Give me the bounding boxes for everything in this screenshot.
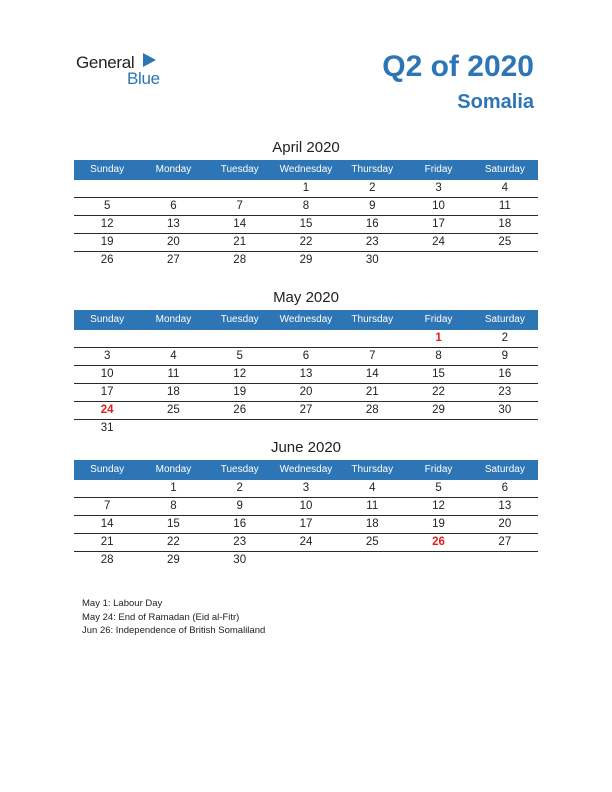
- day-cell: 17: [100, 386, 114, 398]
- day-cell: 17: [299, 518, 313, 530]
- day-cell: [140, 420, 206, 437]
- logo-blue-text: Blue: [127, 69, 160, 88]
- holiday-day-cell: 1: [435, 332, 442, 344]
- week-row: [74, 330, 538, 348]
- day-cell: 28: [365, 404, 379, 416]
- month-title: May 2020: [273, 289, 339, 306]
- day-cell: 15: [299, 218, 313, 230]
- day-cell: 21: [365, 386, 379, 398]
- day-cell: 1: [302, 182, 310, 194]
- weekday-header: Monday: [155, 464, 192, 475]
- holiday-notes: [82, 597, 265, 638]
- calendar-june: [74, 436, 538, 569]
- day-cell: 18: [167, 386, 180, 398]
- day-cell: 2: [236, 482, 243, 494]
- day-cell: [405, 252, 471, 269]
- day-cell: 26: [233, 404, 247, 416]
- day-cell: 15: [432, 368, 445, 380]
- weekday-header-row: [74, 310, 538, 330]
- day-cell: 20: [167, 236, 180, 248]
- weekday-header-row: [74, 460, 538, 480]
- holiday-day-cell: 26: [432, 536, 445, 548]
- day-cell: 30: [498, 404, 512, 416]
- day-cell: 9: [369, 200, 376, 212]
- day-cell: 24: [299, 536, 313, 548]
- day-cell: 11: [167, 368, 180, 380]
- weekday-header: Saturday: [484, 314, 525, 325]
- day-cell: [405, 552, 471, 569]
- day-cell: 5: [103, 200, 111, 212]
- day-cell: 9: [236, 500, 243, 512]
- day-cell: 20: [498, 518, 512, 530]
- week-row: [74, 402, 538, 420]
- day-cell: [405, 420, 471, 437]
- day-cell: [339, 552, 405, 569]
- week-row: [74, 480, 538, 498]
- day-cell: 21: [100, 536, 114, 548]
- day-cell: [74, 480, 140, 497]
- day-cell: 26: [100, 254, 114, 266]
- day-cell: 6: [170, 200, 177, 212]
- day-cell: 29: [299, 254, 313, 266]
- day-cell: [140, 330, 206, 347]
- day-cell: 10: [432, 200, 445, 212]
- day-cell: 6: [302, 350, 310, 362]
- day-cell: 29: [167, 554, 180, 566]
- day-cell: 1: [170, 482, 177, 494]
- day-cell: 13: [167, 218, 180, 230]
- day-cell: 16: [365, 218, 379, 230]
- day-cell: 22: [167, 536, 180, 548]
- day-cell: 19: [432, 518, 445, 530]
- page-title: Q2 of 2020: [382, 50, 534, 83]
- day-cell: 10: [299, 500, 313, 512]
- day-cell: 14: [365, 368, 379, 380]
- weekday-header: Thursday: [351, 464, 394, 475]
- day-cell: [339, 420, 405, 437]
- day-cell: [273, 330, 339, 347]
- day-cell: [140, 180, 206, 197]
- month-title: June 2020: [270, 439, 342, 456]
- day-cell: 31: [100, 422, 114, 434]
- weekday-header: Sunday: [90, 464, 125, 475]
- week-row: [74, 198, 538, 216]
- calendar-april: [74, 136, 538, 269]
- weekday-header: Tuesday: [220, 314, 259, 325]
- day-cell: 5: [435, 482, 442, 494]
- day-cell: 17: [432, 218, 445, 230]
- day-cell: [273, 552, 339, 569]
- day-cell: 5: [236, 350, 243, 362]
- weekday-header: Wednesday: [279, 164, 333, 175]
- day-cell: 14: [100, 518, 114, 530]
- holiday-note: May 1: Labour Day: [82, 598, 163, 609]
- day-cell: 27: [498, 536, 512, 548]
- day-cell: 30: [365, 254, 379, 266]
- day-cell: 8: [302, 200, 310, 212]
- day-cell: 27: [167, 254, 180, 266]
- day-cell: [74, 180, 140, 197]
- day-cell: 3: [103, 350, 111, 362]
- week-row: [74, 180, 538, 198]
- month-title: April 2020: [272, 139, 340, 156]
- week-row: [74, 384, 538, 402]
- weekday-header: Sunday: [90, 314, 125, 325]
- week-row: [74, 366, 538, 384]
- day-cell: 27: [299, 404, 313, 416]
- day-cell: 23: [233, 536, 247, 548]
- day-cell: 22: [432, 386, 445, 398]
- day-cell: 25: [167, 404, 180, 416]
- day-cell: [472, 552, 538, 569]
- day-cell: 18: [365, 518, 379, 530]
- day-cell: [472, 252, 538, 269]
- weekday-header-row: [74, 160, 538, 180]
- week-row: [74, 516, 538, 534]
- day-cell: 4: [170, 350, 177, 362]
- generalblue-logo: [76, 52, 186, 88]
- day-cell: 7: [236, 200, 243, 212]
- week-row: [74, 234, 538, 252]
- day-cell: 25: [365, 536, 379, 548]
- day-cell: [339, 330, 405, 347]
- day-cell: 20: [299, 386, 313, 398]
- day-cell: 22: [299, 236, 313, 248]
- day-cell: 6: [501, 482, 509, 494]
- day-cell: 4: [501, 182, 509, 194]
- day-cell: 12: [432, 500, 445, 512]
- weekday-header: Tuesday: [220, 164, 259, 175]
- day-cell: 3: [435, 182, 442, 194]
- day-cell: 24: [432, 236, 445, 248]
- weekday-header: Friday: [424, 464, 453, 475]
- day-cell: 21: [233, 236, 247, 248]
- day-cell: 16: [498, 368, 512, 380]
- weekday-header: Saturday: [484, 464, 525, 475]
- country-name: Somalia: [457, 91, 534, 113]
- week-row: [74, 498, 538, 516]
- day-cell: 28: [233, 254, 247, 266]
- day-cell: 14: [233, 218, 247, 230]
- day-cell: 19: [233, 386, 247, 398]
- day-cell: 8: [170, 500, 177, 512]
- day-cell: 12: [100, 218, 114, 230]
- weekday-header: Sunday: [90, 164, 125, 175]
- day-cell: [207, 420, 273, 437]
- day-cell: 16: [233, 518, 247, 530]
- day-cell: [472, 420, 538, 437]
- weekday-header: Wednesday: [279, 464, 333, 475]
- holiday-day-cell: 24: [100, 404, 114, 416]
- day-cell: 4: [369, 482, 376, 494]
- holiday-note: May 24: End of Ramadan (Eid al-Fitr): [82, 611, 240, 623]
- day-cell: 15: [167, 518, 180, 530]
- day-cell: 13: [498, 500, 512, 512]
- day-cell: 13: [299, 368, 313, 380]
- calendar-may: [74, 286, 538, 437]
- day-cell: [207, 330, 273, 347]
- day-cell: [74, 330, 140, 347]
- weekday-header: Monday: [155, 314, 192, 325]
- day-cell: [207, 180, 273, 197]
- week-row: [74, 420, 538, 437]
- day-cell: 19: [100, 236, 114, 248]
- weekday-header: Friday: [424, 314, 453, 325]
- day-cell: 12: [233, 368, 247, 380]
- day-cell: 3: [302, 482, 310, 494]
- day-cell: 23: [498, 386, 512, 398]
- week-row: [74, 552, 538, 569]
- week-row: [74, 534, 538, 552]
- day-cell: 28: [100, 554, 114, 566]
- week-row: [74, 348, 538, 366]
- holiday-note: Jun 26: Independence of British Somaliland: [82, 625, 266, 636]
- day-cell: 11: [366, 500, 379, 512]
- day-cell: 7: [369, 350, 376, 362]
- day-cell: 23: [365, 236, 379, 248]
- day-cell: 10: [100, 368, 114, 380]
- day-cell: 8: [435, 350, 442, 362]
- day-cell: 9: [501, 350, 509, 362]
- day-cell: 2: [369, 182, 376, 194]
- day-cell: 18: [498, 218, 512, 230]
- weekday-header: Thursday: [351, 164, 394, 175]
- weekday-header: Thursday: [351, 314, 394, 325]
- day-cell: 29: [432, 404, 445, 416]
- day-cell: 2: [501, 332, 509, 344]
- day-cell: 25: [498, 236, 512, 248]
- weekday-header: Saturday: [484, 164, 525, 175]
- week-row: [74, 252, 538, 269]
- weekday-header: Friday: [424, 164, 453, 175]
- weekday-header: Monday: [155, 164, 192, 175]
- week-row: [74, 216, 538, 234]
- flag-icon: [143, 53, 156, 67]
- day-cell: 30: [233, 554, 247, 566]
- day-cell: [273, 420, 339, 437]
- weekday-header: Wednesday: [279, 314, 333, 325]
- day-cell: 7: [103, 500, 111, 512]
- logo-general-text: General: [76, 53, 135, 72]
- day-cell: 11: [498, 200, 511, 212]
- weekday-header: Tuesday: [220, 464, 259, 475]
